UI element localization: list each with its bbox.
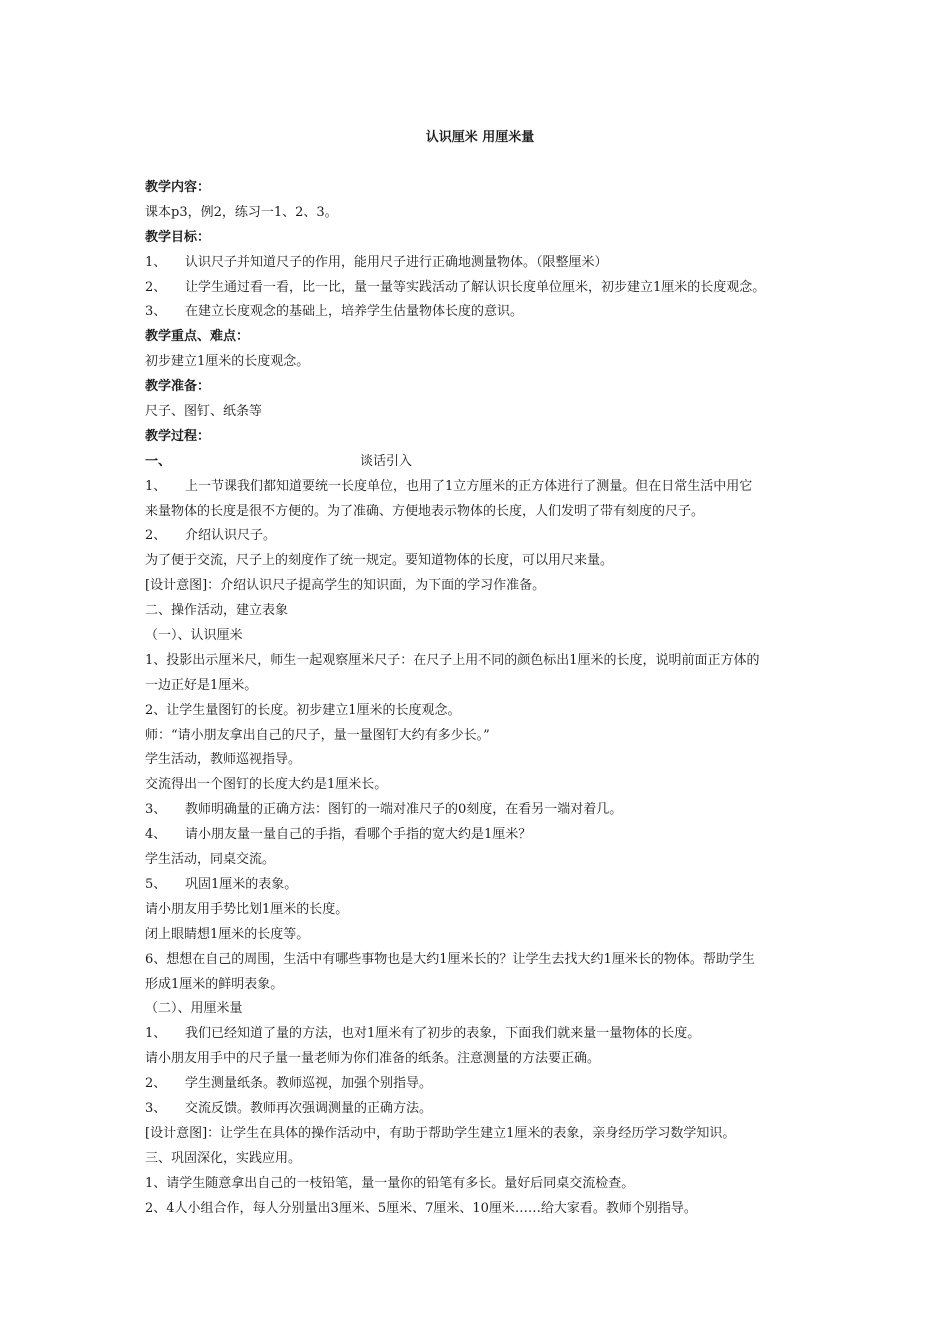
sub1-item1-line1: 1、投影出示厘米尺，师生一起观察厘米尺子：在尺子上用不同的颜色标出1厘米的长度，说明前面正方体的 [145,652,760,668]
sub1-item6-line2: 形成1厘米的鲜明表象。 [145,976,284,992]
sub1-item3 [145,798,815,823]
sub2-item2 [145,1072,815,1097]
section-one-heading [145,450,815,475]
content-text: 课本p3，例2，练习一1、2、3。 [145,204,338,220]
subsection-two-heading: （二）、用厘米量 [145,1001,243,1017]
goal-text: 认识尺子并知道尺子的作用，能用尺子进行正确地测量物体。（限整厘米） [185,254,608,270]
subsection-one-heading: （一）、认识厘米 [145,628,243,644]
item-text: 学生测量纸条。教师巡视，加强个别指导。 [185,1076,433,1092]
sub1-teacher-quote: 师：“请小朋友拿出自己的尺子，量一量图钉大约有多少长。” [145,727,490,743]
item-number: 2、 [145,528,167,544]
goal-item [145,300,815,325]
item-text: 巩固1厘米的表象。 [185,876,298,892]
process-heading: 教学过程： [145,428,211,444]
sub2-item3 [145,1097,815,1122]
item-number: 4、 [145,827,167,843]
prep-heading: 教学准备： [145,379,211,395]
prep-text: 尺子、图钉、纸条等 [145,404,263,420]
goals-heading: 教学目标： [145,229,211,245]
sub1-item1-line2: 一边正好是1厘米。 [145,677,258,693]
goal-text: 让学生通过看一看，比一比，量一量等实践活动了解认识长度单位厘米，初步建立1厘米的长度观念。 [185,279,766,295]
sub1-item5-a: 请小朋友用手势比划1厘米的长度。 [145,901,349,917]
goal-number: 3、 [145,304,167,320]
item-number: 3、 [145,1100,167,1116]
item-text: 上一节课我们都知道要统一长度单位，也用了1立方厘米的正方体进行了测量。但在日常生活中用它 [185,478,753,494]
sub1-item4-note: 学生活动，同桌交流。 [145,852,276,868]
item-text: 我们已经知道了量的方法，也对1厘米有了初步的表象，下面我们就来量一量物体的长度。 [185,1026,701,1042]
item-number: 1、 [145,478,167,494]
goal-number: 2、 [145,279,167,295]
s3-item1: 1、请学生随意拿出自己的一枝铅笔，量一量你的铅笔有多长。量好后同桌交流检查。 [145,1175,635,1191]
document-title: 认识厘米 用厘米量 [425,130,535,145]
goal-item [145,251,815,276]
goal-number: 1、 [145,254,167,270]
keypoints-text: 初步建立1厘米的长度观念。 [145,354,310,370]
item-text: 交流反馈。教师再次强调测量的正确方法。 [185,1100,433,1116]
sub1-item2: 2、让学生量图钉的长度。初步建立1厘米的长度观念。 [145,702,461,718]
goal-text: 在建立长度观念的基础上，培养学生估量物体长度的意识。 [185,304,524,320]
section-one-title: 谈话引入 [360,453,413,469]
sub1-result: 交流得出一个图钉的长度大约是1厘米长。 [145,777,388,793]
sub2-item1 [145,1022,815,1047]
sub2-item1-note: 请小朋友用手中的尺子量一量老师为你们准备的纸条。注意测量的方法要正确。 [145,1051,601,1067]
sub1-activity: 学生活动，教师巡视指导。 [145,752,302,768]
sub1-item5 [145,873,815,898]
s1-design-note: [设计意图]：介绍认识尺子提高学生的知识面，为下面的学习作准备。 [145,578,546,594]
sub2-design-note: [设计意图]：让学生在具体的操作活动中，有助于帮助学生建立1厘米的表象，亲身经历学习数学知识。 [145,1125,736,1141]
section-three-heading: 三、巩固深化，实践应用。 [145,1150,302,1166]
section-one-label: 一、 [145,453,172,469]
item-text: 请小朋友量一量自己的手指，看哪个手指的宽大约是1厘米？ [185,827,532,843]
sub1-item6-line1: 6、想想在自己的周围，生活中有哪些事物也是大约1厘米长的？让学生去找大约1厘米长的物体。帮助学生 [145,951,755,967]
item-number: 2、 [145,1076,167,1092]
s1-item1-line2: 来量物体的长度是很不方便的。为了准确、方便地表示物体的长度，人们发明了带有刻度的尺子。 [145,503,705,519]
s1-note: 为了便于交流，尺子上的刻度作了统一规定。要知道物体的长度，可以用尺来量。 [145,553,614,569]
s1-item2 [145,524,815,549]
goal-item [145,276,815,301]
section-two-heading: 二、操作活动，建立表象 [145,603,289,619]
item-number: 1、 [145,1026,167,1042]
item-number: 3、 [145,802,167,818]
item-text: 教师明确量的正确方法：图钉的一端对准尺子的0刻度，在看另一端对着几。 [185,802,623,818]
item-text: 介绍认识尺子。 [185,528,277,544]
sub1-item4 [145,823,815,848]
item-number: 5、 [145,876,167,892]
content-heading: 教学内容： [145,180,211,195]
keypoints-heading: 教学重点、难点： [145,329,250,345]
s3-item2: 2、4人小组合作，每人分别量出3厘米、5厘米、7厘米、10厘米……给大家看。教师个别指导。 [145,1200,697,1216]
s1-item1-line1 [145,475,815,500]
document-body [145,176,815,1221]
sub1-item5-b: 闭上眼睛想1厘米的长度等。 [145,926,310,942]
